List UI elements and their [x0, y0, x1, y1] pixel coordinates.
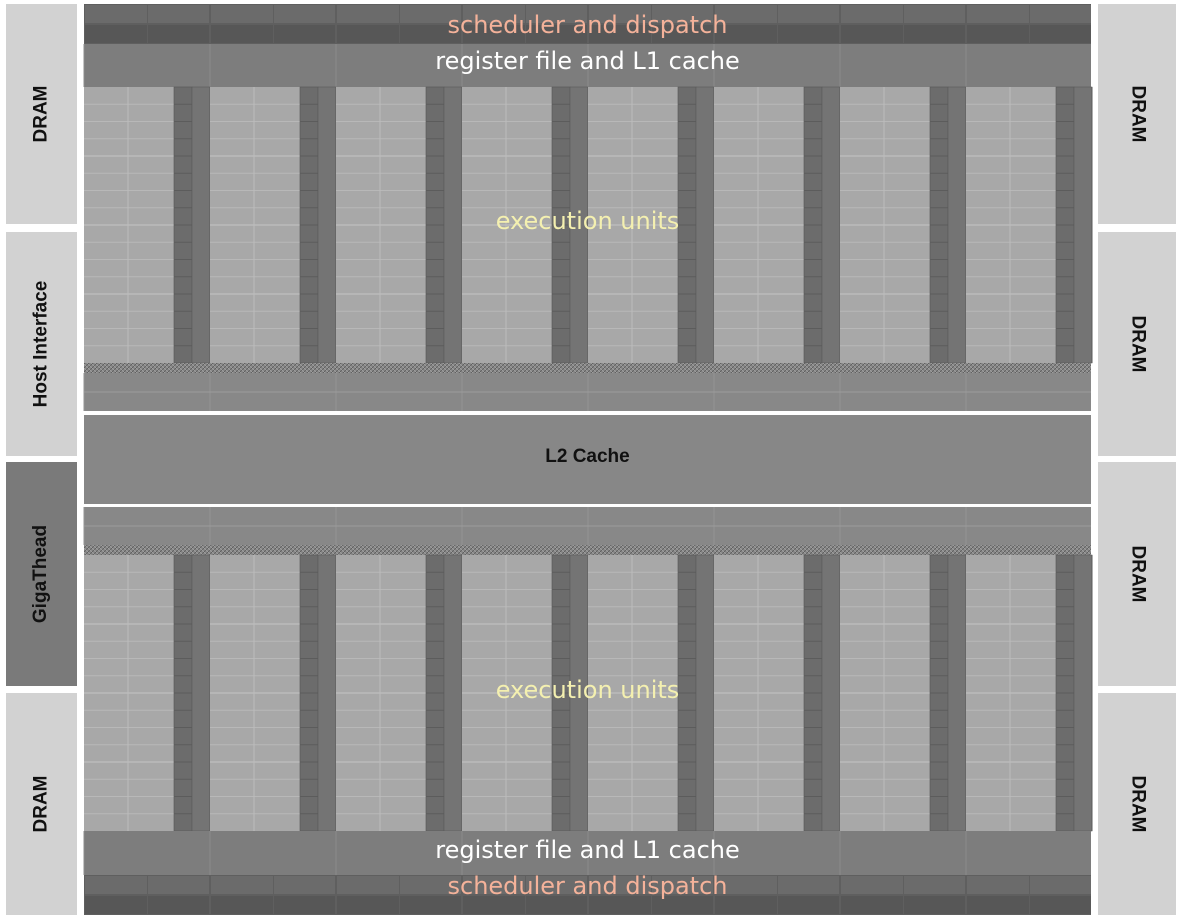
interconnect-strip [84, 545, 1091, 555]
scheduler-dispatch-label-top: scheduler and dispatch [447, 11, 728, 39]
interconnect-strip [84, 363, 1091, 373]
execution-units-label-bottom: execution units [495, 676, 680, 704]
register-file-label-top: register file and L1 cache [435, 47, 740, 75]
scheduler-dispatch-label-bottom: scheduler and dispatch [447, 872, 728, 900]
dram-label: DRAM [1127, 545, 1148, 603]
host-interface-label: Host Interface [30, 280, 52, 408]
l2-cache-label: L2 Cache [545, 446, 630, 467]
dram-label: DRAM [30, 85, 52, 143]
dram-label: DRAM [1127, 775, 1148, 833]
gigathread-label: GigaThead [30, 524, 52, 624]
dram-label: DRAM [1127, 315, 1148, 373]
dram-label: DRAM [1127, 85, 1148, 143]
dram-label: DRAM [30, 775, 52, 833]
execution-units-label-top: execution units [495, 207, 680, 235]
register-file-label-bottom: register file and L1 cache [435, 836, 740, 864]
